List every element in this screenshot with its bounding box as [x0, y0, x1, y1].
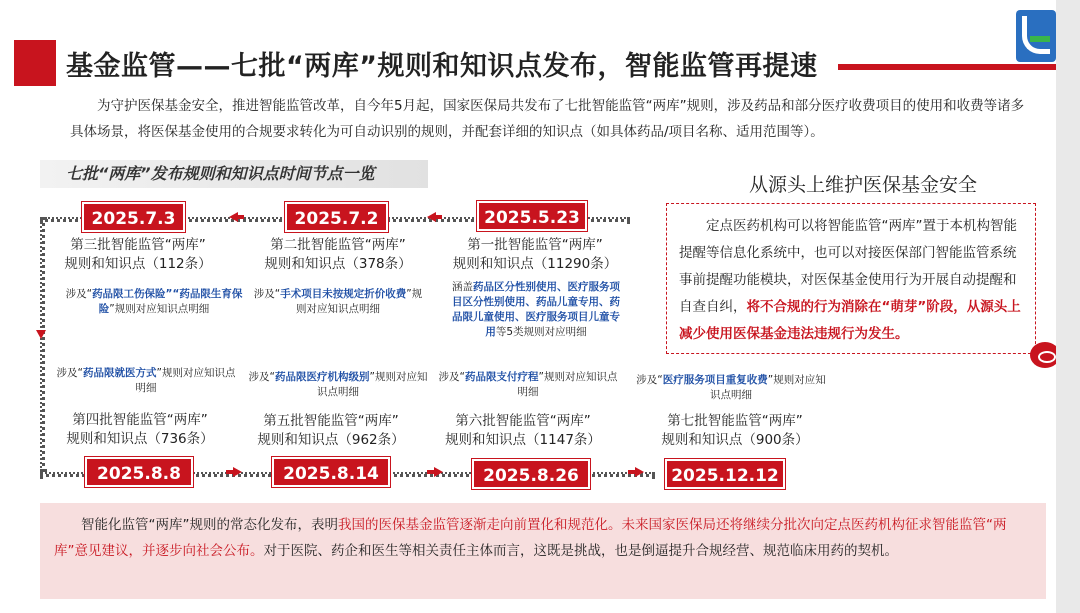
batch-line1: 第二批智能监管“两库”: [270, 237, 406, 253]
arrow-left-icon: [229, 212, 238, 222]
date-badge: 2025.7.3: [82, 202, 185, 232]
batch-line2: 规则和知识点（962条）: [257, 432, 405, 448]
conclusion-box: [40, 503, 1046, 599]
batch-note: 涉及“手术项目未按规定折价收费”规则对应知识点明细: [253, 288, 423, 315]
batch-line1: 第三批智能监管“两库”: [70, 237, 206, 253]
batch-title: [428, 412, 618, 450]
logo-icon: [1016, 10, 1056, 62]
conclusion-highlight: 我国的医保基金监管逐渐走向前置化和规范化。未来国家医保局还将继续分批次向定点医药机构征求智能监管“两库”意见建议，并逐步向社会公布。: [54, 517, 1007, 559]
title-accent-line: [838, 64, 1056, 70]
arrow-right-icon: [233, 467, 242, 477]
date-badge: 2025.5.23: [477, 201, 587, 231]
batch-note: 涉及“药品限就医方式”规则对应知识点明细: [56, 367, 236, 394]
right-panel-box: [666, 203, 1036, 354]
batch-title: [43, 236, 233, 274]
title-accent-block: [14, 40, 56, 86]
batch-line1: 第四批智能监管“两库”: [72, 412, 208, 428]
arrow-right-icon: [635, 467, 644, 477]
batch-title: [440, 236, 630, 274]
batch-note: 涉及“药品限支付疗程”规则对应知识点明细: [438, 371, 618, 398]
batch-line2: 规则和知识点（1147条）: [445, 432, 601, 448]
conclusion-text-2: 对于医院、药企和医生等相关责任主体而言，这既是挑战，也是倒逼提升合规经营、规范临床用药的契机。: [263, 543, 898, 559]
right-panel-text: 定点医药机构可以将智能监管“两库”置于本机构智能提醒等信息化系统中，也可以对接医保部门智能监管系统事前提醒功能模块，对医保基金使用行为开展自动提醒和自查自纠，: [679, 218, 1017, 315]
right-panel-title: 从源头上维护医保基金安全: [748, 174, 977, 196]
date-badge: 2025.8.8: [85, 457, 193, 487]
timeline-heading: 七批“两库”发布规则和知识点时间节点一览: [40, 160, 428, 188]
batch-note: 涉及“药品限工伤保险”“药品限生育保险”规则对应知识点明细: [65, 288, 243, 315]
batch-note: 涉及“医疗服务项目重复收费”规则对应知识点明细: [636, 374, 826, 401]
date-badge: 2025.7.2: [285, 202, 388, 232]
conclusion-text-1: 智能化监管“两库”规则的常态化发布，表明: [81, 517, 338, 533]
batch-title: [640, 412, 830, 450]
batch-line2: 规则和知识点（11290条）: [452, 256, 618, 272]
batch-note: 涉及“药品限医疗机构级别”规则对应知识点明细: [248, 371, 428, 398]
batch-line2: 规则和知识点（378条）: [264, 256, 412, 272]
arrow-down-icon: [36, 330, 46, 339]
date-badge: 2025.12.12: [665, 459, 785, 489]
date-badge: 2025.8.14: [272, 457, 390, 487]
batch-title: [243, 236, 433, 274]
batch-line2: 规则和知识点（900条）: [661, 432, 809, 448]
seal-icon: [1030, 342, 1056, 368]
right-panel-highlight: 将不合规的行为消除在“萌芽”阶段，从源头上减少使用医保基金违法违规行为发生。: [679, 299, 1021, 342]
batch-title: [236, 412, 426, 450]
batch-line2: 规则和知识点（112条）: [64, 256, 212, 272]
intro-paragraph: 为守护医保基金安全，推进智能监管改革，自今年5月起，国家医保局共发布了七批智能监管“两库”规则，涉及药品和部分医疗收费项目的使用和收费等诸多具体场景，将医保基金使用的合规要求转化为可自动识别的规则，并配套详细的知识点（如具体药品/项目名称、适用范围等）。: [70, 98, 1025, 140]
batch-line1: 第五批智能监管“两库”: [263, 413, 399, 429]
batch-note: 涵盖药品区分性别使用、医疗服务项目区分性别使用、药品儿童专用、药品限儿童使用、医疗服务项目儿童专用等5类规则对应明细: [452, 281, 620, 338]
arrow-left-icon: [427, 212, 436, 222]
arrow-right-icon: [434, 467, 443, 477]
batch-line2: 规则和知识点（736条）: [66, 431, 214, 447]
batch-line1: 第一批智能监管“两库”: [467, 237, 603, 253]
batch-title: [45, 411, 235, 449]
page-title: 基金监管——七批“两库”规则和知识点发布，智能监管再提速: [66, 51, 818, 82]
batch-line1: 第七批智能监管“两库”: [667, 413, 803, 429]
date-badge: 2025.8.26: [472, 459, 590, 489]
batch-line1: 第六批智能监管“两库”: [455, 413, 591, 429]
